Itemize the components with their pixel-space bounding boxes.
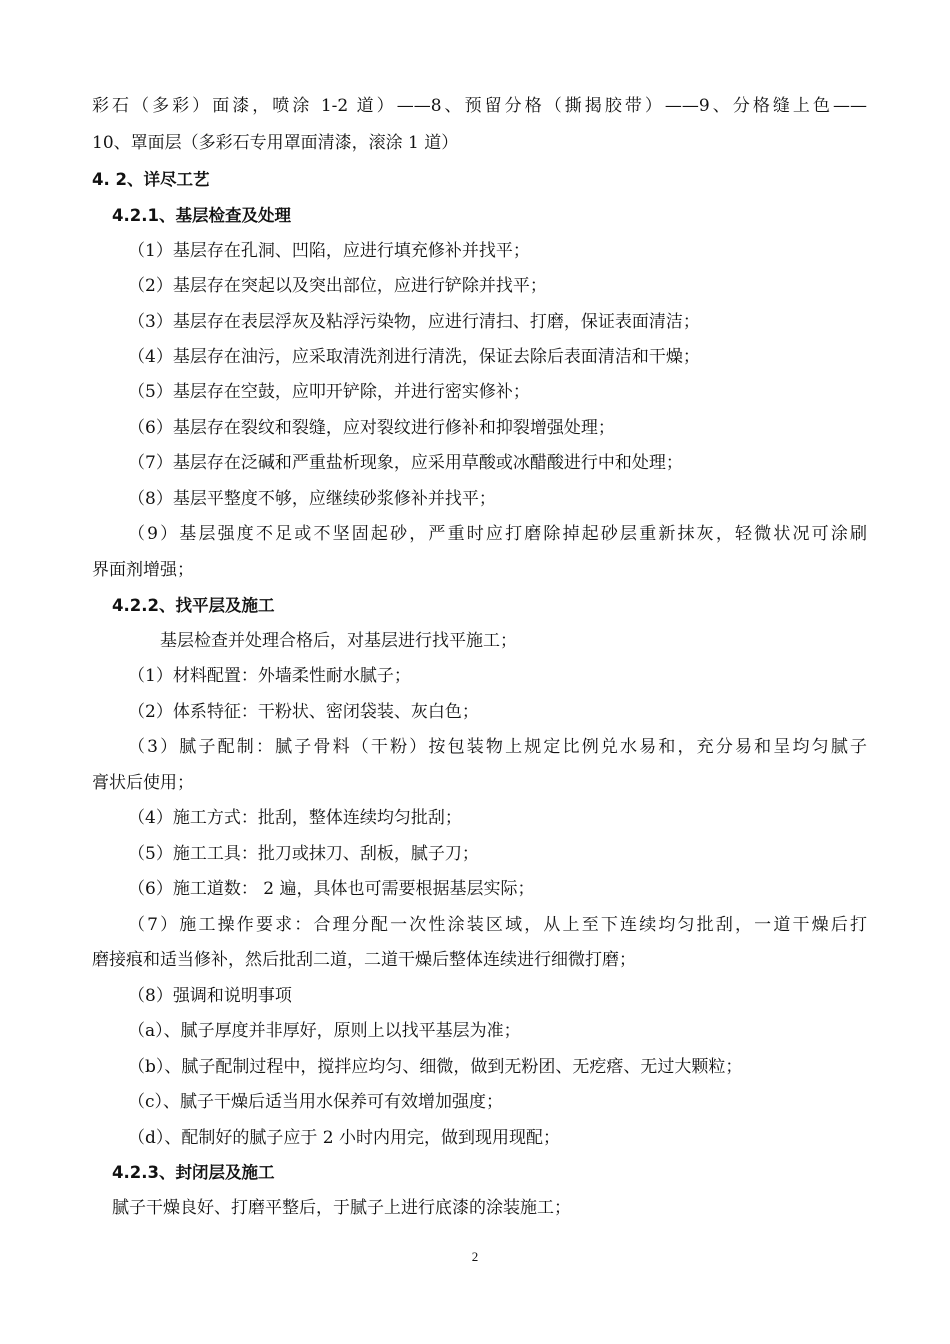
s422-item-3-line-1: （3）腻子配制：腻子骨料（干粉）按包装物上规定比例兑水易和，充分易和呈均匀腻子 bbox=[128, 737, 867, 757]
section-4-2-3-title: 4.2.3、封闭层及施工 bbox=[112, 1163, 275, 1182]
s422-item-7-line-1: （7）施工操作要求：合理分配一次性涂装区域，从上至下连续均匀批刮，一道干燥后打 bbox=[128, 915, 867, 935]
intro-line-2: 10、罩面层（多彩石专用罩面清漆，滚涂 1 道） bbox=[92, 133, 459, 153]
s421-item-4: （4）基层存在油污，应采取清洗剂进行清洗，保证去除后表面清洁和干燥； bbox=[128, 347, 700, 367]
intro-line-1: 彩石（多彩）面漆，喷涂 1-2 道）——8、预留分格（撕揭胶带）——9、分格缝上色—— bbox=[92, 96, 867, 116]
s422-item-4: （4）施工方式：批刮，整体连续均匀批刮； bbox=[128, 808, 462, 828]
s422-item-8: （8）强调和说明事项 bbox=[128, 986, 292, 1006]
s422-item-6: （6）施工道数： 2 遍，具体也可需要根据基层实际； bbox=[128, 879, 535, 899]
s421-item-9-line-2: 界面剂增强； bbox=[92, 560, 194, 580]
s422-item-5: （5）施工工具：批刀或抹刀、刮板，腻子刀； bbox=[128, 844, 479, 864]
s421-item-8: （8）基层平整度不够，应继续砂浆修补并找平； bbox=[128, 489, 496, 509]
s421-item-2: （2）基层存在突起以及突出部位，应进行铲除并找平； bbox=[128, 276, 547, 296]
s422-note-c: （c）、腻子干燥后适当用水保养可有效增加强度； bbox=[128, 1092, 504, 1112]
s422-item-3-line-2: 膏状后使用； bbox=[92, 773, 194, 793]
s422-note-a: （a）、腻子厚度并非厚好，原则上以找平基层为准； bbox=[128, 1021, 521, 1041]
s422-intro: 基层检查并处理合格后，对基层进行找平施工； bbox=[160, 631, 517, 651]
s421-item-5: （5）基层存在空鼓，应叩开铲除，并进行密实修补； bbox=[128, 382, 530, 402]
section-4-2-2-title: 4.2.2、找平层及施工 bbox=[112, 596, 275, 615]
page-number: 2 bbox=[471, 1249, 479, 1264]
s422-item-7-line-2: 磨接痕和适当修补，然后批刮二道，二道干燥后整体连续进行细微打磨； bbox=[92, 950, 636, 970]
s421-item-9-line-1: （9）基层强度不足或不坚固起砂，严重时应打磨除掉起砂层重新抹灰，轻微状况可涂刷 bbox=[128, 524, 867, 544]
section-4-2-title: 4. 2、详尽工艺 bbox=[92, 170, 210, 189]
s422-item-1: （1）材料配置：外墙柔性耐水腻子； bbox=[128, 666, 411, 686]
s421-item-1: （1）基层存在孔洞、凹陷，应进行填充修补并找平； bbox=[128, 241, 530, 261]
s421-item-7: （7）基层存在泛碱和严重盐析现象，应采用草酸或冰醋酸进行中和处理； bbox=[128, 453, 683, 473]
s421-item-3: （3）基层存在表层浮灰及粘浮污染物，应进行清扫、打磨，保证表面清洁； bbox=[128, 312, 700, 332]
section-4-2-1-title: 4.2.1、基层检查及处理 bbox=[112, 206, 291, 225]
s423-intro: 腻子干燥良好、打磨平整后，于腻子上进行底漆的涂装施工； bbox=[112, 1198, 571, 1218]
s421-item-6: （6）基层存在裂纹和裂缝，应对裂纹进行修补和抑裂增强处理； bbox=[128, 418, 615, 438]
s422-item-2: （2）体系特征：干粉状、密闭袋装、灰白色； bbox=[128, 702, 479, 722]
s422-note-b: （b）、腻子配制过程中，搅拌应均匀、细微，做到无粉团、无疙瘩、无过大颗粒； bbox=[128, 1057, 743, 1077]
s422-note-d: （d）、配制好的腻子应于 2 小时内用完，做到现用现配； bbox=[128, 1128, 561, 1148]
